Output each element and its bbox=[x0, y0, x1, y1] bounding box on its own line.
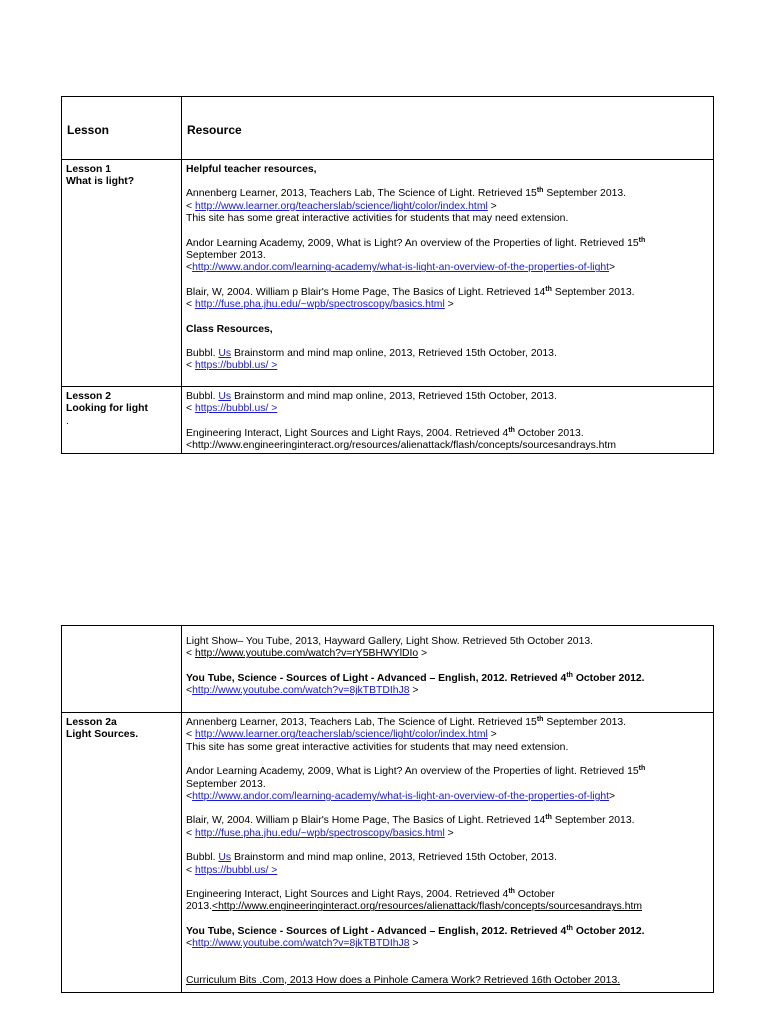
reference-link-line: < http://www.youtube.com/watch?v=rY5BHWYlDIo > bbox=[186, 648, 428, 660]
resource-cell bbox=[182, 387, 714, 454]
reference-light-show: Light Show– You Tube, 2013, Hayward Gallery, Light Show. Retrieved 5th October 2013. bbox=[186, 636, 594, 647]
reference-link-line: < http://www.learner.org/teacherslab/science/light/color/index.html > bbox=[186, 200, 497, 212]
annenberg-link[interactable]: http://www.learner.org/teacherslab/science/light/color/index.html bbox=[194, 200, 488, 212]
reference-engineering: Engineering Interact, Light Sources and Light Rays, 2004. Retrieved 4th October 2013. bbox=[186, 426, 584, 439]
blair-link[interactable]: http://fuse.pha.jhu.edu/~wpb/spectroscopy/basics.html bbox=[194, 299, 445, 311]
reference-link-line: < http://fuse.pha.jhu.edu/~wpb/spectroscopy/basics.html > bbox=[186, 827, 454, 839]
lesson-number: Lesson 1 bbox=[66, 164, 112, 175]
table-row bbox=[62, 713, 714, 993]
reference-link-line: < https://bubbl.us/ > bbox=[186, 864, 278, 876]
engineering-link[interactable]: <http://www.engineeringinteract.org/resources/alienattack/flash/concepts/sourcesandrays.htm bbox=[186, 440, 616, 452]
reference-link-line: < http://www.learner.org/teacherslab/science/light/color/index.html > bbox=[186, 729, 497, 741]
reference-link-line: <http://www.youtube.com/watch?v=8jkTBTDIhJ8 > bbox=[186, 685, 419, 697]
lesson-number: Lesson 2a bbox=[66, 717, 117, 728]
reference-link-line: < https://bubbl.us/ > bbox=[186, 403, 278, 415]
lesson-column-header: Lesson bbox=[62, 97, 182, 160]
lesson-cell bbox=[62, 713, 182, 993]
reference-bubbl: Bubbl. Us Brainstorm and mind map online, 2013, Retrieved 15th October, 2013. bbox=[186, 348, 557, 360]
lesson-cell bbox=[62, 160, 182, 387]
lesson-cell-empty bbox=[62, 626, 182, 713]
resources-table-2 bbox=[61, 625, 714, 993]
reference-engineering: Engineering Interact, Light Sources and Light Rays, 2004. Retrieved 4th October bbox=[186, 888, 555, 901]
lesson-title: What is light? bbox=[66, 176, 135, 188]
reference-link-line: <http://www.andor.com/learning-academy/what-is-light-an-overview-of-the-properties-of-light> bbox=[186, 791, 616, 803]
reference-youtube-science: You Tube, Science - Sources of Light - Advanced – English, 2012. Retrieved 4th October 2012. bbox=[186, 671, 645, 684]
youtube-light-show-link[interactable]: http://www.youtube.com/watch?v=rY5BHWYlDIo bbox=[194, 648, 419, 660]
reference-link-line: <http://www.andor.com/learning-academy/what-is-light-an-overview-of-the-properties-of-light> bbox=[186, 262, 616, 274]
bubbl-link[interactable]: https://bubbl.us/ > bbox=[194, 864, 278, 876]
reference-bubbl: Bubbl. Us Brainstorm and mind map online, 2013, Retrieved 15th October, 2013. bbox=[186, 391, 557, 402]
reference-youtube-science: You Tube, Science - Sources of Light - Advanced – English, 2012. Retrieved 4th October 2012. bbox=[186, 924, 645, 937]
annenberg-link[interactable]: http://www.learner.org/teacherslab/science/light/color/index.html bbox=[194, 729, 488, 741]
table-row bbox=[62, 387, 714, 454]
engineering-link[interactable]: <http://www.engineeringinteract.org/resources/alienattack/flash/concepts/sourcesandrays.htm bbox=[212, 901, 643, 913]
table-row bbox=[62, 160, 714, 387]
lesson-number: Lesson 2 bbox=[66, 391, 112, 402]
andor-link[interactable]: http://www.andor.com/learning-academy/what-is-light-an-overview-of-the-properties-of-light bbox=[192, 262, 610, 274]
resource-cell bbox=[182, 160, 714, 387]
reference-curriculum-bits: Curriculum Bits .Com, 2013 How does a Pinhole Camera Work? Retrieved 16th October 2013. bbox=[186, 974, 621, 986]
reference-andor: Andor Learning Academy, 2009, What is Light? An overview of the Properties of light. Retrieved 15th September 2013. bbox=[186, 765, 646, 790]
blair-link[interactable]: http://fuse.pha.jhu.edu/~wpb/spectroscopy/basics.html bbox=[194, 827, 445, 839]
reference-andor: Andor Learning Academy, 2009, What is Light? An overview of the Properties of light. Retrieved 15th September 2013. bbox=[186, 236, 646, 262]
resource-cell bbox=[182, 626, 714, 713]
table-row bbox=[62, 626, 714, 713]
helpful-resources-heading: Helpful teacher resources, bbox=[186, 164, 317, 175]
reference-link-line: <http://www.youtube.com/watch?v=8jkTBTDIhJ8 > bbox=[186, 938, 419, 950]
reference-link-line: < https://bubbl.us/ > bbox=[186, 360, 278, 372]
table-header-row bbox=[62, 97, 714, 160]
youtube-science-link[interactable]: http://www.youtube.com/watch?v=8jkTBTDIhJ8 bbox=[192, 685, 410, 697]
andor-link[interactable]: http://www.andor.com/learning-academy/what-is-light-an-overview-of-the-properties-of-light bbox=[192, 791, 610, 803]
reference-annenberg: Annenberg Learner, 2013, Teachers Lab, The Science of Light. Retrieved 15th September 2013. bbox=[186, 187, 627, 200]
class-resources-heading: Class Resources, bbox=[186, 323, 273, 335]
reference-note: This site has some great interactive activities for students that may need extension. bbox=[186, 213, 569, 225]
reference-link-line: 2013.<http://www.engineeringinteract.org/resources/alienattack/flash/concepts/sourcesandrays.htm bbox=[186, 901, 643, 913]
reference-link-line: < http://fuse.pha.jhu.edu/~wpb/spectroscopy/basics.html > bbox=[186, 299, 454, 311]
lesson-title: Light Sources. bbox=[66, 729, 139, 741]
lesson-cell bbox=[62, 387, 182, 454]
resources-table-1 bbox=[61, 96, 714, 454]
bubbl-link[interactable]: https://bubbl.us/ > bbox=[194, 360, 278, 372]
bubbl-link[interactable]: https://bubbl.us/ > bbox=[194, 403, 278, 415]
reference-note: This site has some great interactive activities for students that may need extension. bbox=[186, 741, 569, 753]
reference-blair: Blair, W, 2004. William p Blair's Home Page, The Basics of Light. Retrieved 14th September 2013. bbox=[186, 285, 635, 298]
reference-bubbl: Bubbl. Us Brainstorm and mind map online, 2013, Retrieved 15th October, 2013. bbox=[186, 852, 557, 864]
reference-blair: Blair, W, 2004. William p Blair's Home Page, The Basics of Light. Retrieved 14th September 2013. bbox=[186, 814, 635, 827]
resource-cell bbox=[182, 713, 714, 993]
resource-column-header: Resource bbox=[182, 97, 714, 160]
reference-annenberg: Annenberg Learner, 2013, Teachers Lab, The Science of Light. Retrieved 15th September 2013. bbox=[186, 716, 627, 728]
lesson-title: Looking for light . bbox=[66, 403, 148, 427]
youtube-science-link[interactable]: http://www.youtube.com/watch?v=8jkTBTDIhJ8 bbox=[192, 938, 410, 950]
